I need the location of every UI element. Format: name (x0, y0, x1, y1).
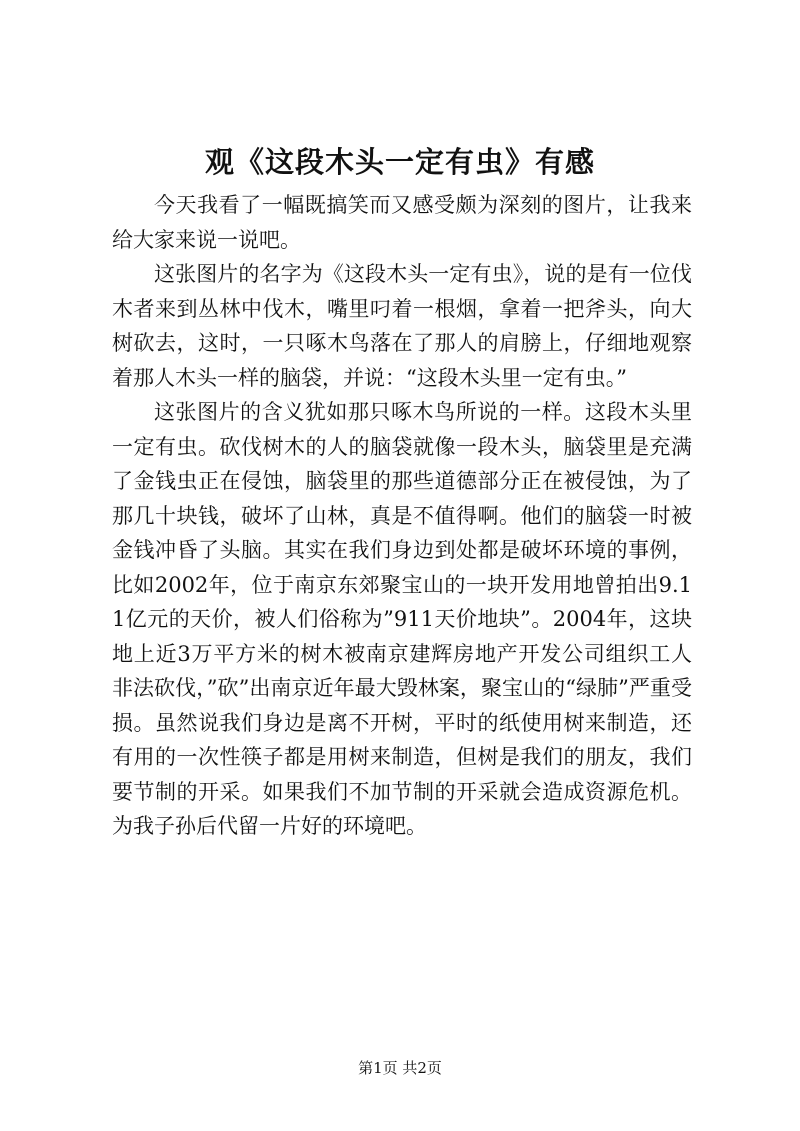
page-number-footer: 第1页 共2页 (358, 1059, 442, 1077)
paragraph-picture-description: 这张图片的名字为《这段木头一定有虫》，说的是有一位伐木者来到丛林中伐木，嘴里叼着一根烟，拿着一把斧头，向大树砍去，这时，一只啄木鸟落在了那人的肩膀上，仔细地观察着那人木头一样的脑袋，并说：“这段木头里一定有虫。” (112, 262, 692, 390)
document-body (112, 188, 692, 844)
paragraph-intro: 今天我看了一幅既搞笑而又感受颇为深刻的图片，让我来给大家来说一说吧。 (112, 193, 692, 252)
paragraph-reflection: 这张图片的含义犹如那只啄木鸟所说的一样。这段木头里一定有虫。砍伐树木的人的脑袋就像一段木头，脑袋里是充满了金钱虫正在侵蚀，脑袋里的那些道德部分正在被侵蚀，为了那几十块钱，破坏了山林，真是不值得啊。他们的脑袋一时被金钱冲昏了头脑。其实在我们身边到处都是破坏环境的事例，比如2002年，位于南京东郊聚宝山的一块开发用地曾拍出9.11亿元的天价，被人们俗称为”911天价地块”。2004年，这块地上近3万平方米的树木被南京建辉房地产开发公司组织工人非法砍伐，”砍”出南京近年最大毁林案，聚宝山的“绿肺”严重受损。虽然说我们身边是离不开树，平时的纸使用树来制造，还有用的一次性筷子都是用树来制造，但树是我们的朋友，我们要节制的开采。如果我们不加节制的开采就会造成资源危机。为我子孙后代留一片好的环境吧。 (112, 400, 692, 838)
document-title: 观《这段木头一定有虫》有感 (204, 145, 595, 179)
